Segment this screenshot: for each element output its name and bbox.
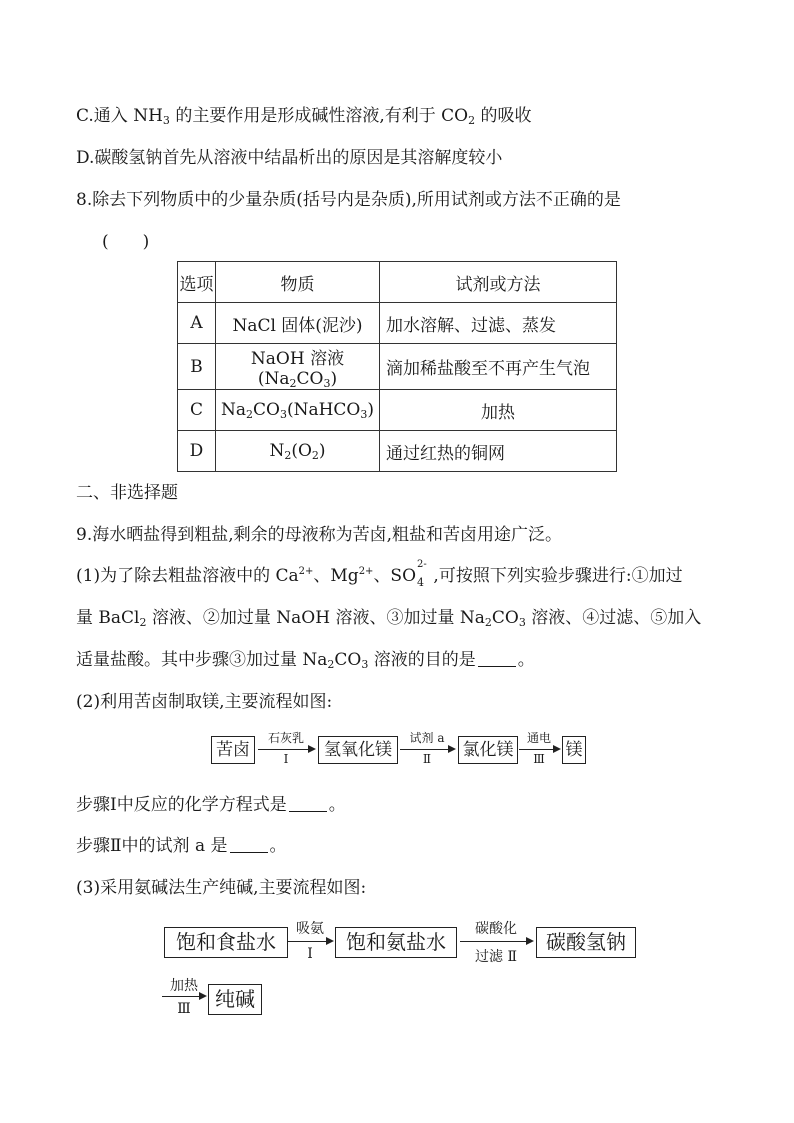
text-part: 适量盐酸。其中步骤③加过量 Na [76,650,328,670]
text-part: ) [330,369,338,389]
text-part: CO [296,369,324,389]
cell-option: C [178,390,216,431]
arrow-head-icon [326,937,334,945]
flow-box-sodium-bicarbonate: 碳酸氢钠 [536,927,636,958]
superscript: 2+ [358,566,374,577]
arrow-line [400,749,448,750]
question-9: 9.海水晒盐得到粗盐,剩余的母液称为苦卤,粗盐和苦卤用途广泛。 [76,525,563,545]
text-part: 、Mg [313,566,359,586]
subscript: 3 [518,616,526,629]
subscript: 3 [162,114,170,127]
arrow-label-bottom: Ⅰ [307,946,313,962]
question-9-part-2: (2)利用苦卤制取镁,主要流程如图: [76,692,333,712]
text-part: (O [291,441,312,461]
subscript: 2 [289,377,297,390]
cell-substance [216,431,380,472]
cell-method: 加热 [380,390,617,431]
text-part: N [269,441,285,461]
option-d-text: D.碳酸氢钠首先从溶液中结晶析出的原因是其溶解度较小 [76,148,503,168]
text-part: 。 [269,836,287,856]
text-part: 。 [328,795,346,815]
answer-blank[interactable] [478,650,516,667]
answer-blank[interactable] [289,795,327,812]
cell-substance [216,390,380,431]
arrow-line [288,941,326,942]
table-row [178,303,617,344]
cell-substance: NaCl 固体(泥沙) [216,303,380,344]
option-c-mid: 的主要作用是形成碱性溶液,有利于 CO [169,106,469,126]
text-part: (1)为了除去粗盐溶液中的 Ca [76,566,299,586]
text-part: 量 BaCl [76,608,140,628]
text-part: NaOH 溶液(Na [250,349,345,389]
step-2-question [76,834,287,858]
text-part: 步骤Ⅱ中的试剂 a 是 [76,836,228,856]
table-row [178,344,617,390]
arrow-label-top: 试剂 a [409,731,445,745]
flow-box-mg-hydroxide: 氢氧化镁 [318,736,398,764]
arrow-label-top: 碳酸化 [475,921,517,937]
arrow-label-top: 通电 [526,731,551,745]
step-1-question [76,793,346,817]
flow-box-brine: 饱和食盐水 [164,927,288,958]
subscript: 2 [468,114,476,127]
section-heading: 二、非选择题 [76,483,178,503]
text-part: CO [491,608,519,628]
question-8: 8.除去下列物质中的少量杂质(括号内是杂质),所用试剂或方法不正确的是 [76,190,621,210]
arrow-label-bottom: Ⅲ [533,752,545,766]
sulfate-charge: 2- 4 [417,559,427,589]
question-9-part-3: (3)采用氨碱法生产纯碱,主要流程如图: [76,878,367,898]
text-part: CO [253,400,280,420]
arrow-label-bottom: 过滤 Ⅱ [475,949,517,965]
subscript: 3 [360,408,368,421]
flow-box-soda-ash: 纯碱 [208,984,262,1015]
subscript: 3 [323,377,331,390]
answer-blank[interactable] [230,836,268,853]
arrow-line [460,941,526,942]
arrow-label-top: 吸氨 [296,921,324,937]
subscript: 2 [139,616,147,629]
text-part: ,可按照下列实验步骤进行:①加过 [428,566,683,586]
text-part: (NaHCO [286,400,361,420]
arrow-line [258,749,308,750]
subscript: 2 [311,449,319,462]
question-9-part-1-line1 [76,559,683,589]
option-c-post: 的吸收 [475,106,532,126]
header-method: 试剂或方法 [380,262,617,303]
subscript: 2 [327,658,335,671]
text-part: 、SO [373,566,417,586]
arrow-line [162,996,199,997]
arrow-label-top: 石灰乳 [267,731,304,745]
text-part: CO [334,650,362,670]
flow-box-ammoniated-brine: 饱和氨盐水 [335,927,457,958]
text-part: 步骤Ⅰ中反应的化学方程式是 [76,795,287,815]
subscript: 3 [279,408,287,421]
subscript: 2 [284,449,292,462]
header-option: 选项 [178,262,216,303]
subscript: 3 [361,658,369,671]
cell-method: 滴加稀盐酸至不再产生气泡 [380,344,617,390]
arrow-line [519,749,553,750]
text-part: 溶液、②加过量 NaOH 溶液、③加过量 Na [146,608,485,628]
header-substance: 物质 [216,262,380,303]
cell-substance [216,344,380,390]
arrow-head-icon [526,937,534,945]
option-c-pre: C.通入 NH [76,106,163,126]
flow-box-mg-chloride: 氯化镁 [458,736,518,764]
cell-option: D [178,431,216,472]
option-c-text [76,104,531,128]
cell-option: A [178,303,216,344]
text-part: 溶液、④过滤、⑤加入 [525,608,702,628]
arrow-label-bottom: Ⅰ [283,752,289,766]
subscript: 2 [484,616,492,629]
cell-method: 通过红热的铜网 [380,431,617,472]
options-table [177,261,617,472]
text-part: Na [220,400,246,420]
table-row [178,431,617,472]
subscript: 2 [246,408,253,421]
text-part: 。 [517,650,535,670]
text-part: ) [318,441,326,461]
cell-method: 加水溶解、过滤、蒸发 [380,303,617,344]
flow-box-magnesium: 镁 [562,736,586,764]
table-header-row [178,262,617,303]
question-9-part-1-line3 [76,648,535,672]
arrow-head-icon [199,992,207,1000]
arrow-label-top: 加热 [170,978,198,994]
flow-box-bittern: 苦卤 [211,736,255,764]
cell-option: B [178,344,216,390]
table-row [178,390,617,431]
question-9-part-1-line2 [76,606,701,630]
arrow-label-bottom: Ⅲ [177,1001,191,1017]
arrow-label-bottom: Ⅱ [422,752,432,766]
answer-parentheses: ( ) [102,232,150,252]
text-part: ) [367,400,375,420]
superscript: 2+ [298,566,314,577]
text-part: 溶液的目的是 [368,650,476,670]
